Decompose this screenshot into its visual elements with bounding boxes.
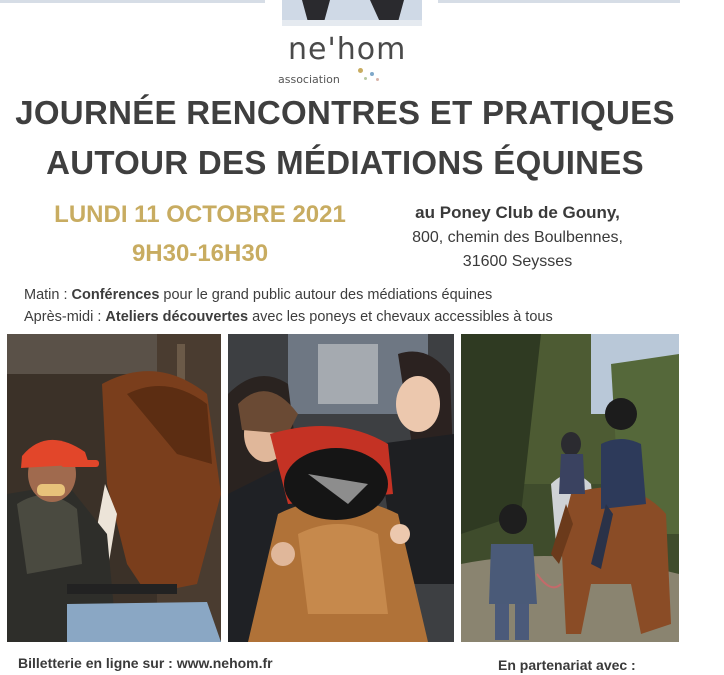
program-afternoon-text: avec les poneys et chevaux accessibles à tous (248, 309, 553, 325)
program-morning (24, 287, 492, 303)
logo-dot (364, 77, 367, 80)
top-border-left (0, 0, 265, 3)
partnership-label: En partenariat avec : (498, 657, 636, 673)
logo-dot (376, 78, 379, 81)
program-morning-label: Matin : (24, 287, 72, 303)
program-afternoon-label: Après-midi : (24, 309, 106, 325)
ticketing-info: Billetterie en ligne sur : www.nehom.fr (18, 655, 273, 671)
program-morning-highlight: Conférences (71, 287, 160, 303)
event-date: LUNDI 11 OCTOBRE 2021 (54, 201, 346, 228)
program-morning-text: pour le grand public autour des médiations équines (159, 287, 493, 303)
top-horse-illustration (282, 0, 422, 26)
photo-man-with-horse (7, 334, 221, 642)
photo-children-riding-pony (461, 334, 679, 642)
event-time: 9H30-16H30 (131, 240, 269, 267)
venue-name: au Poney Club de Gouny, (415, 203, 620, 222)
logo-dot (358, 68, 363, 73)
photo-child-hugging-pony (228, 334, 454, 642)
venue-address-line1: 800, chemin des Boulbennes, (412, 229, 623, 246)
nehom-logo (270, 32, 450, 86)
logo-name: ne'hom (288, 32, 407, 67)
logo-subtitle: association (278, 73, 340, 86)
event-title-line2: AUTOUR DES MÉDIATIONS ÉQUINES (46, 144, 644, 181)
program-afternoon-highlight: Ateliers découvertes (105, 309, 249, 325)
venue-address-line2: 31600 Seysses (462, 253, 573, 270)
event-title-line1: JOURNÉE RENCONTRES ET PRATIQUES (15, 94, 675, 131)
program-afternoon (24, 309, 553, 325)
logo-dot (370, 72, 374, 76)
top-border-right (438, 0, 680, 3)
